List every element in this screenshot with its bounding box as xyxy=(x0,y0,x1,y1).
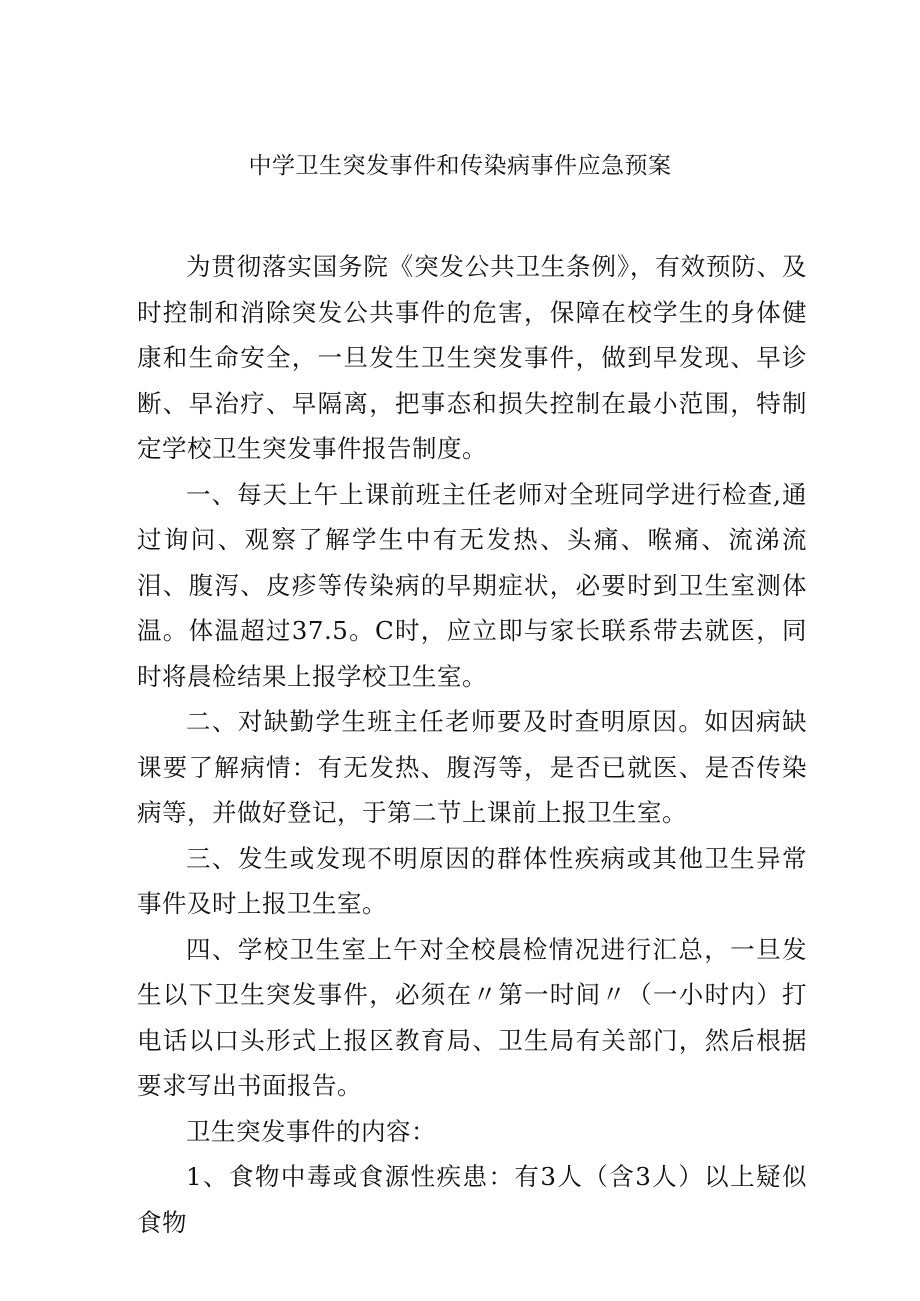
document-title: 中学卫生突发事件和传染病事件应急预案 xyxy=(248,153,672,179)
section-two-paragraph: 二、对缺勤学生班主任老师要及时查明原因。如因病缺课要了解病情：有无发热、腹泻等，是否已就医、是否传染病等，并做好登记，于第二节上课前上报卫生室。 xyxy=(137,707,807,827)
event-item-1-paragraph: 1、食物中毒或食源性疾患：有3人（含3人）以上疑似食物 xyxy=(137,1162,807,1237)
section-four-paragraph: 四、学校卫生室上午对全校晨检情况进行汇总，一旦发生以下卫生突发事件，必须在〃第一时间〃（一小时内）打电话以口头形式上报区教育局、卫生局有关部门，然后根据要求写出书面报告。 xyxy=(137,934,807,1100)
section-one-paragraph: 一、每天上午上课前班主任老师对全班同学进行检查,通过询问、观察了解学生中有无发热、头痛、喉痛、流涕流泪、腹泻、皮疹等传染病的早期症状，必要时到卫生室测体温。体温超过37.5。C时，应立即与家长联系带去就医，同时将晨检结果上报学校卫生室。 xyxy=(137,479,807,691)
events-heading-paragraph: 卫生突发事件的内容： xyxy=(186,1116,436,1146)
section-three-paragraph: 三、发生或发现不明原因的群体性疾病或其他卫生异常事件及时上报卫生室。 xyxy=(137,843,807,918)
document-body xyxy=(137,244,807,1245)
intro-paragraph: 为贯彻落实国务院《突发公共卫生条例》，有效预防、及时控制和消除突发公共事件的危害，保障在校学生的身体健康和生命安全，一旦发生卫生突发事件，做到早发现、早诊断、早治疗、早隔离，把事态和损失控制在最小范围，特制定学校卫生突发事件报告制度。 xyxy=(137,252,807,463)
